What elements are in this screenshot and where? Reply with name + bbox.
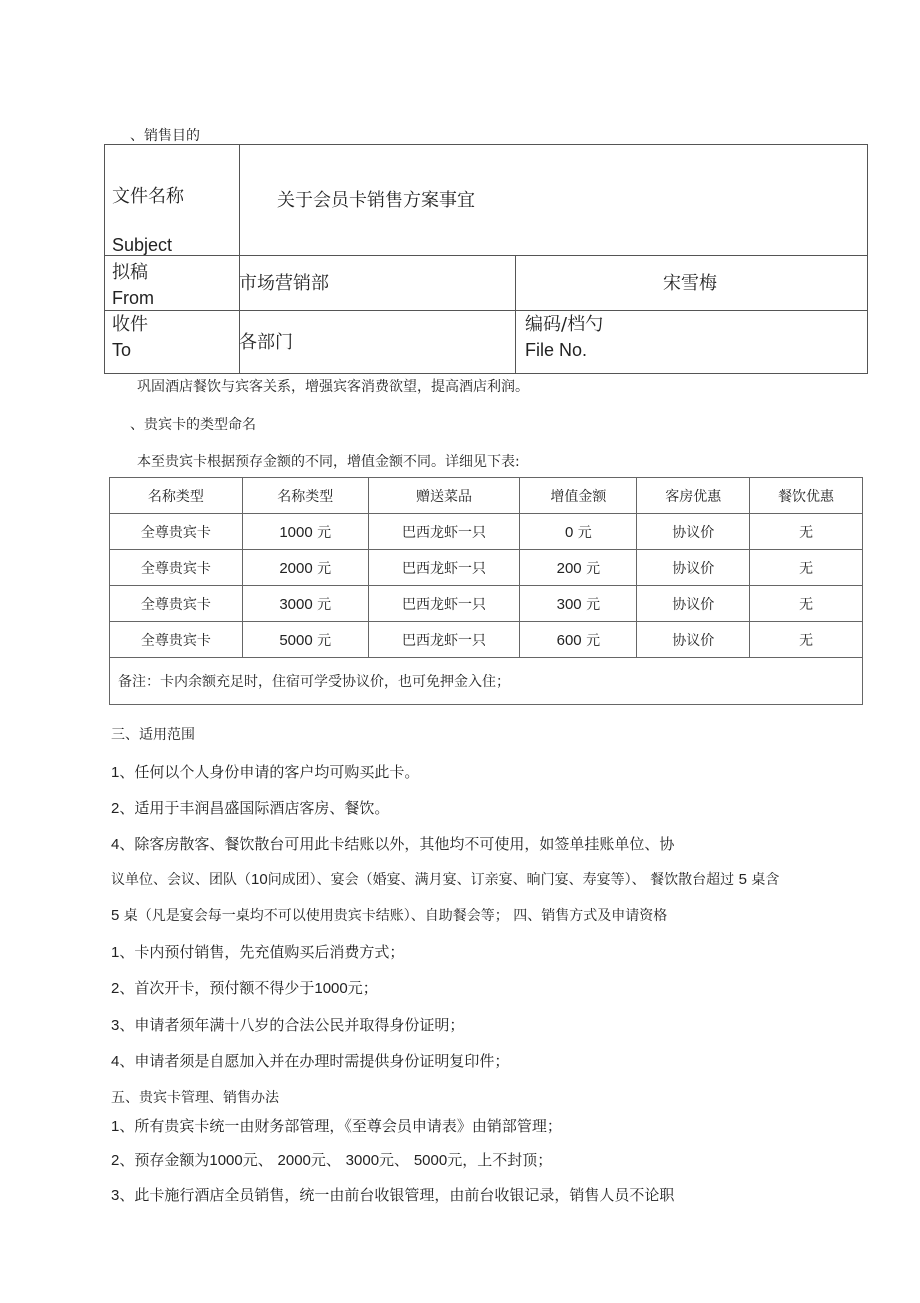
card-dining-discount: 无 (750, 622, 863, 658)
card-amount: 5000 元 (242, 622, 368, 658)
list-item: 4、申请者须是自愿加入并在办理时需提供身份证明复印件； (111, 1052, 510, 1070)
list-item: 1、任何以个人身份申请的客户均可购买此卡。 (111, 763, 420, 781)
fileno-label-cn: 编码/档勺 (525, 314, 604, 335)
table-note: 备注：卡内余额充足时，住宿可学受协议价，也可免押金入住； (110, 658, 863, 705)
card-bonus: 600 元 (520, 622, 637, 658)
section2-text: 本至贵宾卡根据预存金额的不同，增值金额不同。详细见下表: (137, 454, 520, 470)
section2-heading: 、贵宾卡的类型命名 (130, 417, 256, 433)
card-gift: 巴西龙虾一只 (368, 550, 520, 586)
column-header: 餐饮优惠 (750, 478, 863, 514)
to-label-cn: 收件 (112, 314, 148, 335)
column-header: 赠送菜品 (368, 478, 520, 514)
table-row (110, 586, 863, 622)
card-bonus: 300 元 (520, 586, 637, 622)
list-item: 2、适用于丰润昌盛国际酒店客房、餐饮。 (111, 799, 390, 817)
from-person: 宋雪梅 (663, 273, 717, 294)
card-bonus: 200 元 (520, 550, 637, 586)
list-item: 2、首次开卡，预付额不得少于1000元； (111, 979, 378, 997)
column-header: 名称类型 (110, 478, 243, 514)
subject-value: 关于会员卡销售方案事宜 (277, 190, 475, 211)
card-dining-discount: 无 (750, 550, 863, 586)
to-label-en: To (112, 340, 132, 360)
subject-label-en: Subject (112, 235, 173, 255)
fileno-label-en: File No. (525, 340, 588, 360)
list-item: 4、除客房散客、餐饮散台可用此卡结账以外，其他均不可使用，如签单挂账单位、协 (111, 835, 675, 853)
list-item: 1、卡内预付销售，先充值购买后消费方式； (111, 943, 405, 961)
to-value: 各部门 (239, 332, 293, 353)
subject-label-cn: 文件名称 (112, 186, 184, 207)
card-gift: 巴西龙虾一只 (368, 586, 520, 622)
section5-heading: 五、贵宾卡管理、销售办法 (111, 1090, 279, 1106)
card-room-discount: 协议价 (637, 514, 750, 550)
table-header-row (110, 478, 863, 514)
card-room-discount: 协议价 (637, 622, 750, 658)
column-header: 名称类型 (242, 478, 368, 514)
from-label-en: From (112, 288, 154, 308)
table-row (110, 514, 863, 550)
card-gift: 巴西龙虾一只 (368, 514, 520, 550)
table-note-row (110, 658, 863, 705)
card-amount: 1000 元 (242, 514, 368, 550)
card-room-discount: 协议价 (637, 586, 750, 622)
list-item: 1、所有贵宾卡统一由财务部管理，《至尊会员申请表》由销部管理； (111, 1117, 562, 1135)
column-header: 客房优惠 (637, 478, 750, 514)
section1-heading: 、销售目的 (130, 128, 200, 144)
list-item: 2、预存金额为1000元、 2000元、 3000元、 5000元，上不封顶； (111, 1151, 553, 1169)
purpose-text: 巩固酒店餐饮与宾客关系，增强宾客消费欲望，提高酒店利润。 (137, 379, 529, 395)
section3-heading: 三、适用范围 (111, 727, 195, 743)
table-row (110, 550, 863, 586)
from-label-cn: 拟稿 (112, 262, 148, 283)
card-name: 全尊贵宾卡 (110, 622, 243, 658)
card-bonus: 0 元 (520, 514, 637, 550)
card-dining-discount: 无 (750, 514, 863, 550)
list-item-continuation: 议单位、会议、团队（10问成团）、宴会（婚宴、满月宴、订亲宴、晌门宴、寿宴等）、 餐饮散台超过 5 桌含 (111, 871, 780, 888)
list-item: 3、申请者须年满十八岁的合法公民并取得身份证明； (111, 1016, 465, 1034)
table-row (110, 622, 863, 658)
document-header-table (104, 144, 868, 374)
card-amount: 2000 元 (242, 550, 368, 586)
column-header: 增值金额 (520, 478, 637, 514)
card-room-discount: 协议价 (637, 550, 750, 586)
card-name: 全尊贵宾卡 (110, 550, 243, 586)
card-type-table (109, 477, 863, 705)
from-department: 市场营销部 (239, 273, 329, 294)
list-item: 3、此卡施行酒店全员销售，统一由前台收银管理，由前台收银记录，销售人员不论职 (111, 1186, 675, 1204)
card-name: 全尊贵宾卡 (110, 586, 243, 622)
list-item-continuation: 5 桌（凡是宴会每一桌均不可以使用贵宾卡结账）、自助餐会等； 四、销售方式及申请资格 (111, 907, 668, 924)
card-amount: 3000 元 (242, 586, 368, 622)
card-dining-discount: 无 (750, 586, 863, 622)
card-name: 全尊贵宾卡 (110, 514, 243, 550)
card-gift: 巴西龙虾一只 (368, 622, 520, 658)
